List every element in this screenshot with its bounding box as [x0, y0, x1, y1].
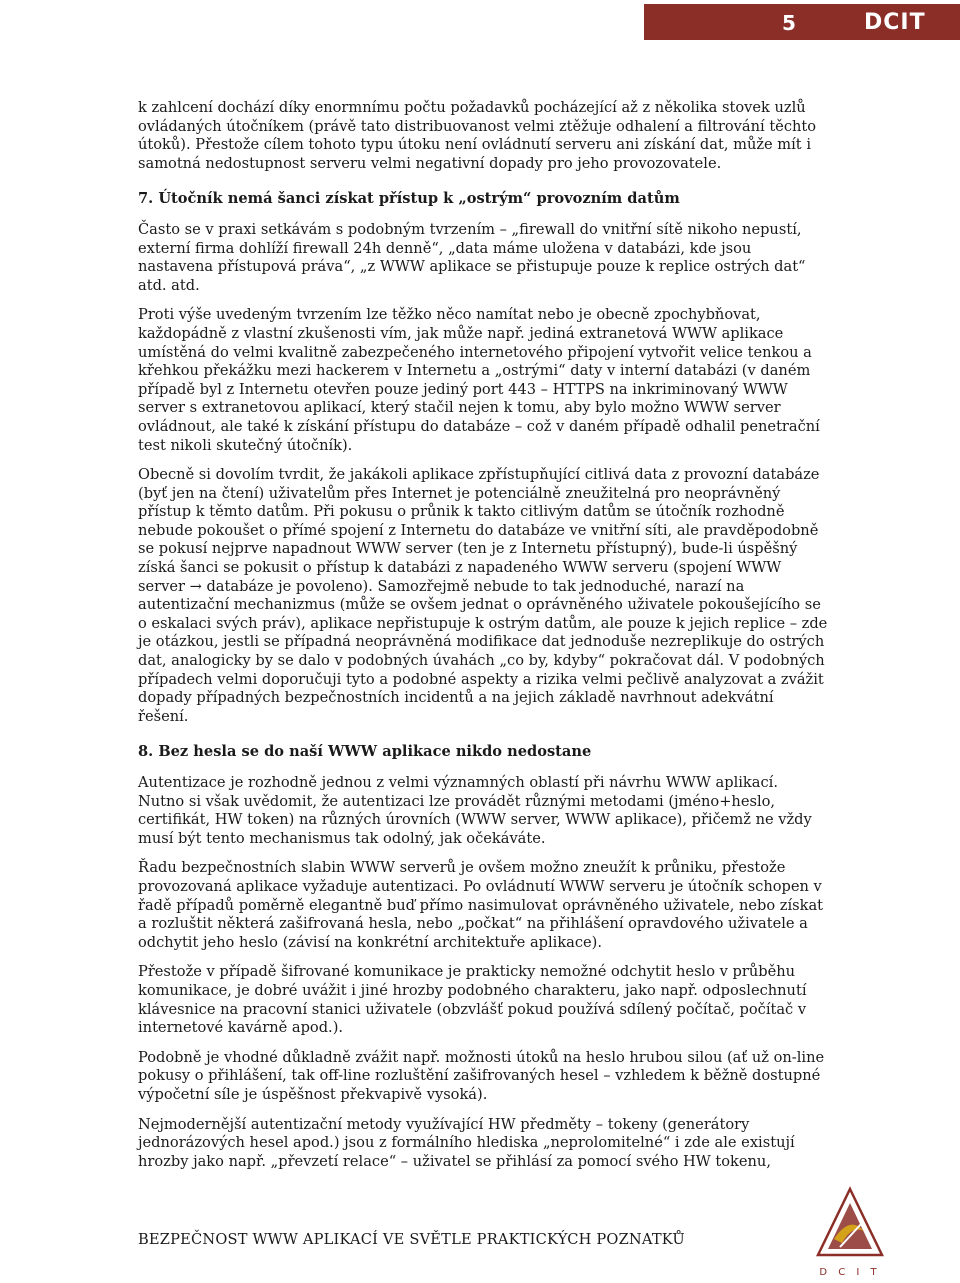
section-8-paragraph: Podobně je vhodné důkladně zvážit např. možnosti útoků na heslo hrubou silou (ať už on-line pokusy o přihlášení, tak off-line rozluštění zašifrovaných hesel – vzhledem k běžně dostupné výpočetní síle je úspěšnost překvapivě vysoká). [138, 1048, 825, 1103]
intro-paragraph: k zahlcení dochází díky enormnímu počtu požadavků pocházející až z několika stovek uzlů ovládaných útočníkem (právě tato distribuovanost velmi ztěžuje odhalení a filtrování těchto útoků). Přestože cílem tohoto typu útoku není ovládnutí serveru ani získání dat, může mít i samotná nedostupnost serveru velmi negativní dopady pro jeho provozovatele. [138, 99, 817, 172]
logo-letters: D C I T [819, 1267, 881, 1278]
section-8-paragraph: Nejmodernější autentizační metody využívající HW předměty – tokeny (generátory jednorázových hesel apod.) jsou z formálního hlediska „neprolomitelné“ i zde ale existují hrozby jako např. „převzetí relace“ – uživatel se přihlásí za pomocí svého HW tokenu, [138, 1115, 795, 1170]
section-7-paragraph: Často se v praxi setkávám s podobným tvrzením – „firewall do vnitřní sítě nikoho nepustí, externí firma dohlíží firewall 24h denně“, „data máme uložena v databázi, kde jsou nastavena přístupová práva“, „z WWW aplikace se přistupuje pouze k replice ostrých dat“ atd. atd. [138, 220, 806, 294]
section-8-paragraph: Řadu bezpečnostních slabin WWW serverů je ovšem možno zneužít k průniku, přestože provozovaná aplikace vyžaduje autentizaci. Po ovládnutí WWW serveru je útočník schopen v řadě případů poměrně elegantně buď přímo nasimulovat oprávněného uživatele, nebo získat a rozluštit některá zašifrovaná hesla, nebo „počkat“ na přihlášení opravdového uživatele a odchytit jeho heslo (závisí na konkrétní architektuře aplikace). [138, 859, 824, 951]
dcit-logo-icon [812, 1185, 888, 1281]
section-8-paragraph: Autentizace je rozhodně jednou z velmi významných oblastí při návrhu WWW aplikací. Nutno si však uvědomit, že autentizaci lze provádět různými metodami (jméno+heslo, certifikát, HW token) na různých úrovních (WWW server, WWW aplikace), přičemž ne vždy musí být tento mechanismus tak odolný, jak očekáváte. [138, 774, 812, 847]
page-content [138, 99, 828, 1182]
footer-title: BEZPEČNOST WWW APLIKACÍ VE SVĚTLE PRAKTICKÝCH POZNATKŮ [138, 1231, 685, 1248]
header-bar [644, 4, 960, 40]
section-7-paragraph: Obecně si dovolím tvrdit, že jakákoli aplikace zpřístupňující citlivá data z provozní databáze (byť jen na čtení) uživatelům přes Internet je potenciálně zneužitelná pro neoprávněný přístup k těmto datům. Při pokusu o průnik k takto citlivým datům se útočník rozhodně nebude pokoušet o přímé spojení z Internetu do databáze ve vnitřní síti, ale pravděpodobně se pokusí nejprve napadnout WWW server (ten je z Internetu přístupný), bude-li úspěšný získá šanci se pokusit o přístup k databázi z napadeného WWW serveru (spojení WWW server → databáze je povoleno). Samozřejmě nebude to tak jednoduché, narazí na autentizační mechanizmus (může se ovšem jednat o oprávněného uživatele pokoušejícího se o eskalaci svých práv), aplikace nepřistupuje k ostrým datům, ale pouze k jejich replice – zde je otázkou, jestli se případná neoprávněná modifikace dat jednoduše nezreplikuje do ostrých dat, analogicky by se dalo v podobných úvahách „co by, kdyby“ pokračovat dál. V podobných případech velmi doporučuji tyto a podobné aspekty a rizika velmi pečlivě analyzovat a zvážit dopady případných bezpečnostních incidentů a na jejich základě navrhnout adekvátní řešení. [138, 466, 828, 725]
brand-name: DCIT [864, 10, 926, 35]
section-8-paragraph: Přestože v případě šifrované komunikace je prakticky nemožné odchytit heslo v průběhu komunikace, je dobré uvážit i jiné hrozby podobného charakteru, jako např. odposlechnutí klávesnice na pracovní stanici uživatele (obzvlášť pokud používá sdílený počítač, počítač v internetové kavárně apod.). [138, 963, 807, 1037]
section-7-paragraph: Proti výše uvedeným tvrzením lze těžko něco namítat nebo je obecně zpochybňovat, každopádně z vlastní zkušenosti vím, jak může např. jediná extranetová WWW aplikace umístěná do velmi kvalitně zabezpečeného internetového připojení vytvořit velice tenkou a křehkou překážku mezi hackerem v Internetu a „ostrými“ daty v interní databázi (v daném případě byl z Internetu otevřen pouze jediný port 443 – HTTPS na inkriminovaný WWW server s extranetovou aplikací, který stačil nejen k tomu, aby bylo možno WWW server ovládnout, ale také k získání přístupu do databáze – což v daném případě odhalil penetrační test nikoli skutečný útočník). [138, 306, 820, 454]
section-8-heading: 8. Bez hesla se do naší WWW aplikace nikdo nedostane [138, 743, 592, 761]
page-number: 5 [782, 11, 796, 35]
section-7-heading: 7. Útočník nemá šanci získat přístup k „ostrým“ provozním datům [138, 190, 680, 208]
